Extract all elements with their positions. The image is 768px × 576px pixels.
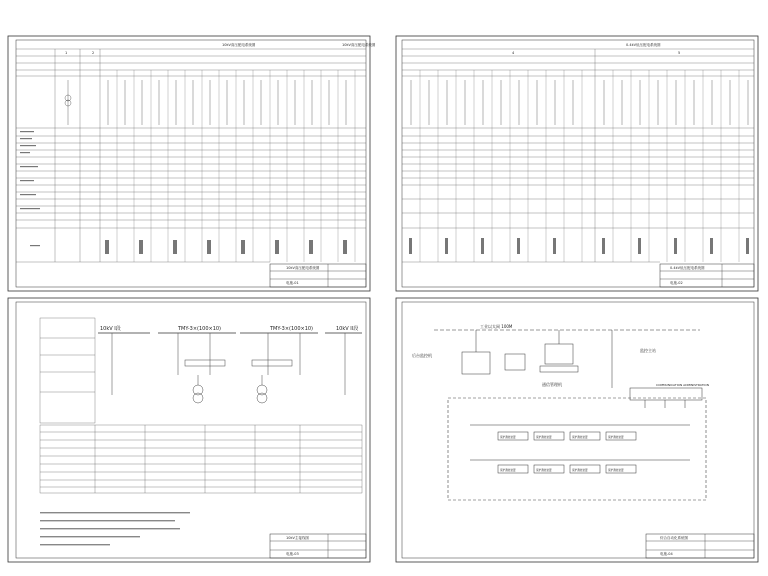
sheet4-tb-no: 电施-04 (660, 552, 673, 556)
sheet4-bus-lines (470, 425, 690, 460)
sheet3-tb-no: 电施-03 (286, 552, 299, 556)
sheet4-comm-box (612, 330, 702, 408)
sheet2-col-4: 4 (512, 51, 515, 55)
sheet3-label-4: 10kV II段 (336, 326, 359, 332)
sheet1-title-b: 10kV高压配电系统图 (342, 43, 376, 47)
sheet-1 (8, 36, 376, 291)
sheet1-col-1: 1 (65, 51, 68, 55)
sheet3-notes (40, 512, 190, 545)
sheet1-tb-no: 电施-01 (286, 281, 299, 285)
sheet3-label-2: TMY-3×(100×10) (178, 326, 222, 332)
sheet1-grid (16, 49, 366, 262)
sheet2-tb-title: 0.4kV低压配电系统图 (670, 266, 705, 270)
sheet2-col-5: 5 (678, 51, 681, 55)
sheet4-station: 监控主站 (640, 348, 656, 353)
sheet2-title: 0.4kV低压配电系统图 (626, 43, 661, 47)
sheet4-bay-frame (448, 398, 706, 500)
sheet1-title-block (270, 264, 366, 287)
sheet-4 (396, 298, 758, 562)
sheet1-tb-title: 10kV高压配电系统图 (286, 266, 320, 270)
sheet1-feeder-columns (117, 70, 355, 262)
sheet3-tb-title: 10kV主接线图 (286, 536, 309, 540)
sheet2-title-block (660, 264, 754, 287)
sheet2-tb-no: 电施-02 (670, 281, 683, 285)
module-label-2: 保护测控装置 (536, 436, 552, 439)
sheet3-label-1: 10kV I段 (100, 326, 121, 332)
sheet4-workstations (462, 330, 578, 374)
sheet4-tb-title: 综合自动化系统图 (660, 536, 688, 540)
sheet2-breakers (411, 80, 748, 125)
sheet3-label-3: TMY-3×(100×10) (270, 326, 314, 332)
module-label-6: 保护测控装置 (536, 469, 552, 472)
module-label-4: 保护测控装置 (608, 436, 624, 439)
sheet4-comm-mgr: 通信管理机 (542, 382, 562, 387)
sheet4-ethernet: 工业以太网 100M (480, 324, 513, 329)
module-label-8: 保护测控装置 (608, 469, 624, 472)
sheet-2 (396, 36, 758, 291)
sheet3-table (40, 425, 362, 493)
sheet1-col-2: 2 (92, 51, 95, 55)
sheet-3 (8, 298, 370, 562)
sheet4-module-labels (500, 435, 624, 472)
sheet4-title-block (646, 534, 754, 558)
module-label-5: 保护测控装置 (500, 469, 516, 472)
sheet1-table-text (20, 131, 347, 254)
module-label-1: 保护测控装置 (500, 436, 516, 439)
sheet4-comm-mgr-en: COMMUNICATION ADMINISTRATION (656, 383, 709, 387)
sheet4-left-label: 后台监控机 (412, 353, 432, 358)
module-label-7: 保护测控装置 (572, 469, 588, 472)
sheet2-feeder-columns (420, 70, 739, 262)
sheet1-title-a: 10kV高压配电系统图 (222, 43, 256, 47)
sheet2-vertical-text (409, 238, 749, 254)
sheet3-left-legend (40, 318, 95, 423)
sheet3-title-block (270, 534, 366, 558)
sheet3-feeders (112, 333, 345, 403)
module-label-3: 保护测控装置 (572, 436, 588, 439)
sheet2-grid (402, 49, 754, 262)
